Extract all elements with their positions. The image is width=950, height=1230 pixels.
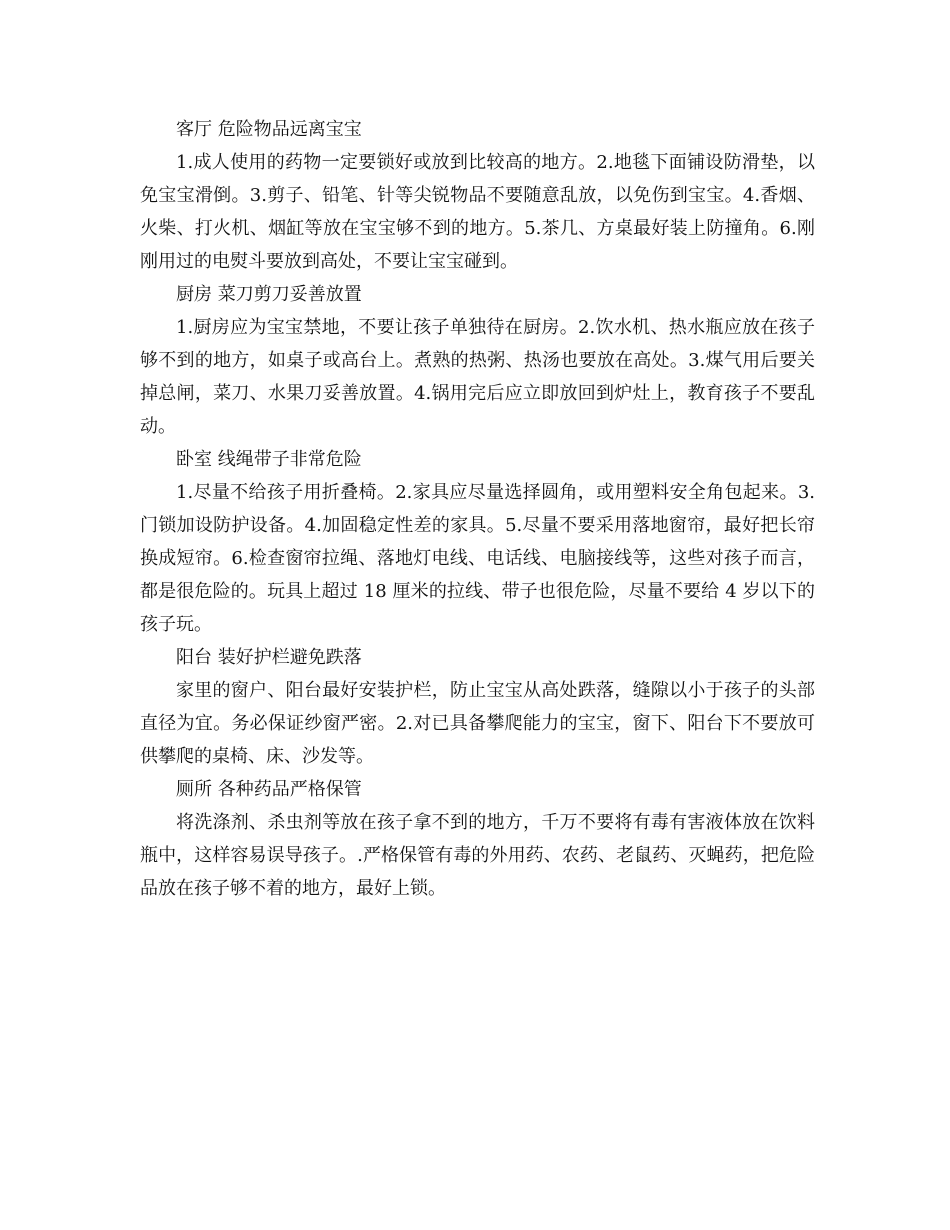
- section-text-living-room: 1.成人使用的药物一定要锁好或放到比较高的地方。2.地毯下面铺设防滑垫，以免宝宝滑倒。3.剪子、铅笔、针等尖锐物品不要随意乱放，以免伤到宝宝。4.香烟、火柴、打火机、烟缸等放在宝宝够不到的地方。5.茶几、方桌最好装上防撞角。6.刚刚用过的电熨斗要放到高处，不要让宝宝碰到。: [140, 152, 815, 272]
- section-text-balcony: 家里的窗户、阳台最好安装护栏，防止宝宝从高处跌落，缝隙以小于孩子的头部直径为宜。务必保证纱窗严密。2.对已具备攀爬能力的宝宝，窗下、阳台下不要放可供攀爬的桌椅、床、沙发等。: [140, 680, 815, 767]
- section-heading-toilet: 厕所 各种药品严格保管: [176, 779, 362, 800]
- section-heading-bedroom: 卧室 线绳带子非常危险: [176, 449, 362, 470]
- section-heading-kitchen: 厨房 菜刀剪刀妥善放置: [176, 284, 362, 305]
- section-text-bedroom: 1.尽量不给孩子用折叠椅。2.家具应尽量选择圆角，或用塑料安全角包起来。3.门锁加设防护设备。4.加固稳定性差的家具。5.尽量不要采用落地窗帘，最好把长帘换成短帘。6.检查窗帘拉绳、落地灯电线、电话线、电脑接线等，这些对孩子而言，都是很危险的。玩具上超过 18 厘米的拉线、带子也很危险，尽量不要给 4 岁以下的孩子玩。: [140, 482, 815, 635]
- section-text-kitchen: 1.厨房应为宝宝禁地，不要让孩子单独待在厨房。2.饮水机、热水瓶应放在孩子够不到的地方，如桌子或高台上。煮熟的热粥、热汤也要放在高处。3.煤气用后要关掉总闸，菜刀、水果刀妥善放置。4.锅用完后应立即放回到炉灶上，教育孩子不要乱动。: [140, 317, 815, 437]
- document-body: [140, 113, 815, 905]
- section-heading-living-room: 客厅 危险物品远离宝宝: [176, 119, 362, 140]
- section-text-toilet: 将洗涤剂、杀虫剂等放在孩子拿不到的地方，千万不要将有毒有害液体放在饮料瓶中，这样容易误导孩子。.严格保管有毒的外用药、农药、老鼠药、灭蝇药，把危险品放在孩子够不着的地方，最好上锁。: [140, 812, 815, 899]
- section-heading-balcony: 阳台 装好护栏避免跌落: [176, 647, 362, 668]
